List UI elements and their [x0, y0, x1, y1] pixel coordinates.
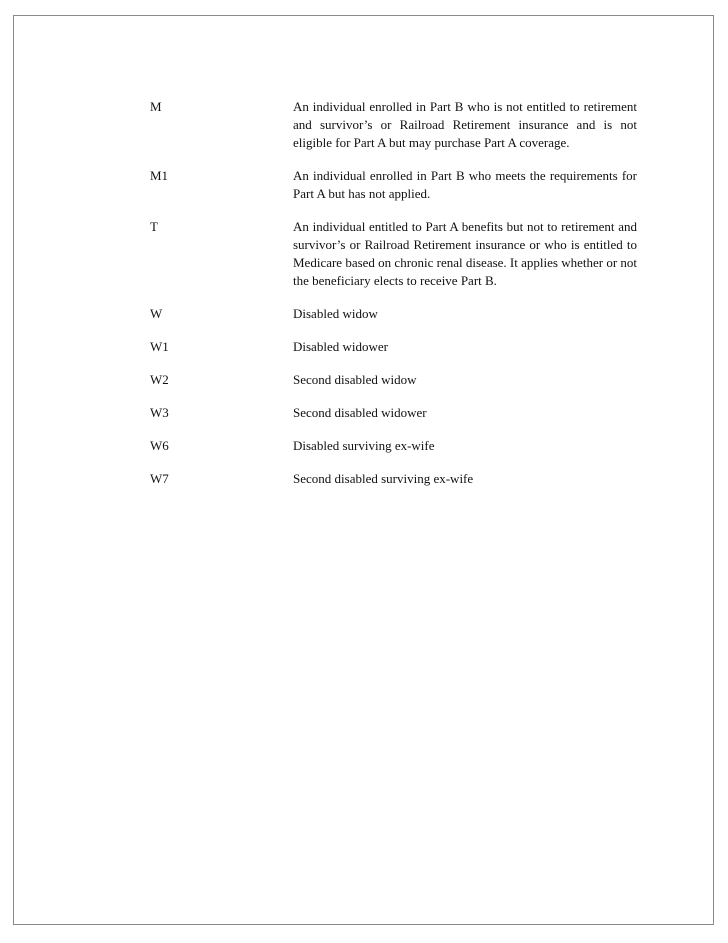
code-label: T [150, 219, 158, 234]
code-description: An individual enrolled in Part B who is not entitled to retirement and survivor’s or Railroad Retirement insurance and is not eligible for Part A but may purchase Part A coverage. [293, 99, 637, 150]
code-description: Second disabled widower [293, 405, 427, 420]
code-label: M [150, 99, 162, 114]
code-description: Second disabled widow [293, 372, 417, 387]
code-description: Disabled widow [293, 306, 378, 321]
definition-row-w1 [150, 338, 637, 356]
code-definition-list [150, 98, 637, 503]
code-description: Second disabled surviving ex-wife [293, 471, 474, 486]
code-label: W2 [150, 372, 169, 387]
definition-row-w3 [150, 404, 637, 422]
definition-row-t [150, 218, 637, 290]
code-label: W3 [150, 405, 169, 420]
definition-row-m1 [150, 167, 637, 203]
code-description: Disabled widower [293, 339, 388, 354]
definition-row-w6 [150, 437, 637, 455]
code-description: Disabled surviving ex-wife [293, 438, 435, 453]
code-description: An individual entitled to Part A benefits but not to retirement and survivor’s or Railroad Retirement insurance or who is entitled to Medicare based on chronic renal disease. It applies whether or not the beneficiary elects to receive Part B. [293, 219, 638, 288]
code-description: An individual enrolled in Part B who meets the requirements for Part A but has not applied. [293, 168, 637, 201]
code-label: W6 [150, 438, 169, 453]
code-label: M1 [150, 168, 169, 183]
definition-row-m [150, 98, 637, 152]
document-page [13, 15, 714, 925]
definition-row-w7 [150, 470, 637, 488]
code-label: W1 [150, 339, 169, 354]
definition-row-w2 [150, 371, 637, 389]
code-label: W [150, 306, 163, 321]
definition-row-w [150, 305, 637, 323]
code-label: W7 [150, 471, 169, 486]
